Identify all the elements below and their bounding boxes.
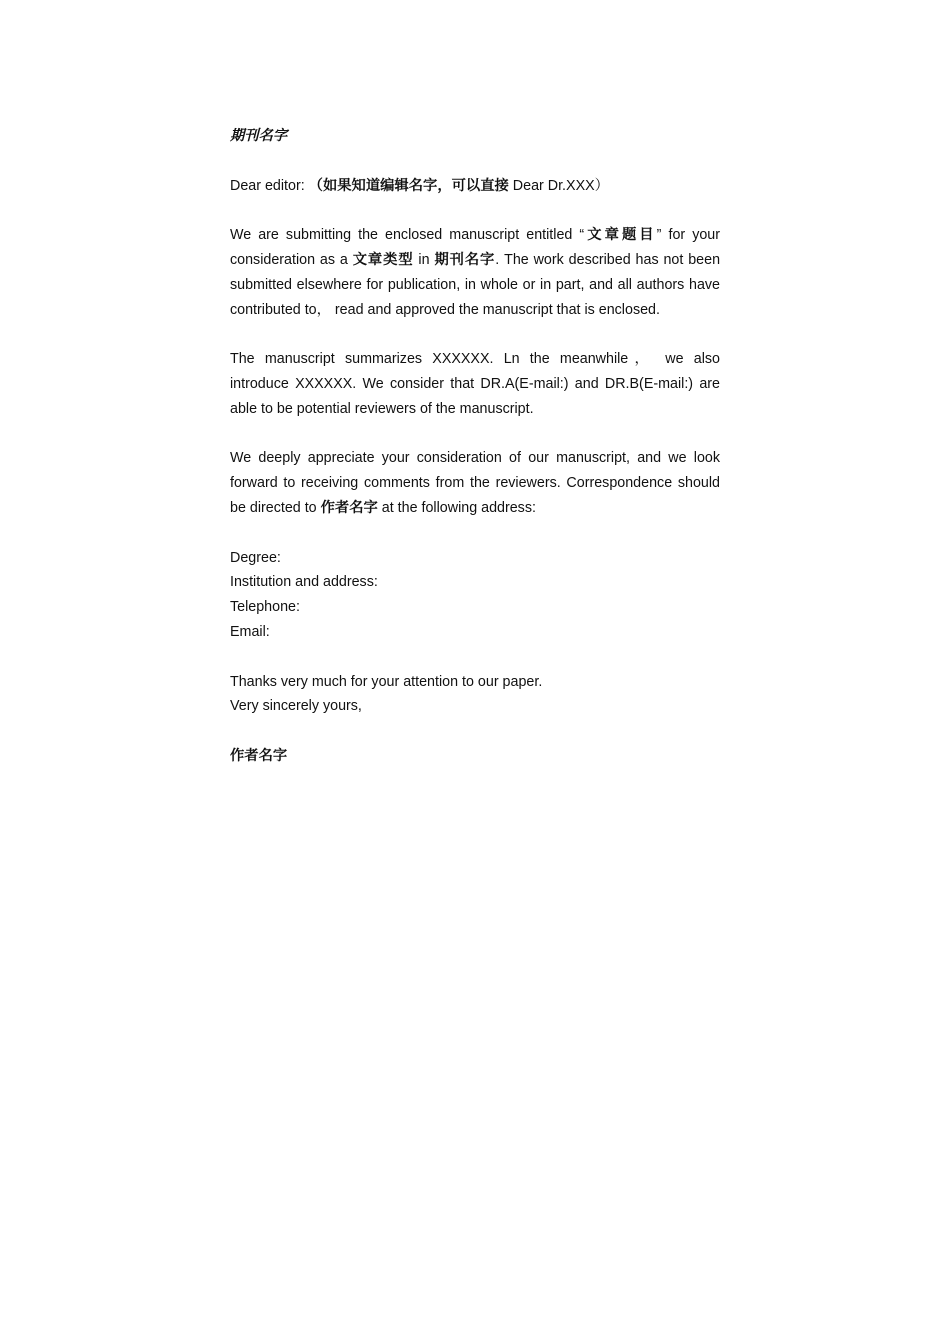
manuscript-title-placeholder: 文章题目 — [584, 227, 657, 244]
appreciation-paragraph — [230, 446, 720, 520]
contact-email: Email: — [230, 623, 270, 640]
para3-text-1: We deeply appreciate your consideration of our manuscript, and we look forward to receiving comments from the reviewers. Correspondence should be directed to — [230, 450, 720, 516]
para1-text-1: We are submitting the enclosed manuscript entitled “ — [230, 227, 585, 244]
contact-degree: Degree: — [230, 549, 281, 566]
salutation — [230, 174, 720, 199]
salutation-prefix: Dear editor: — [230, 177, 309, 194]
salutation-note-tail: Dear Dr.XXX） — [508, 177, 609, 194]
correspondence-author-placeholder: 作者名字 — [320, 499, 378, 516]
contact-institution: Institution and address: — [230, 574, 378, 591]
para1-text-4: . The work described has not been submitted elsewhere for publication, in whole or in part, and all authors have contributed to， read and approved the manuscript that is enclosed. — [230, 251, 721, 318]
letter-page — [230, 124, 720, 769]
para3-text-2: at the following address: — [377, 499, 536, 516]
para1-text-3: in — [413, 251, 435, 268]
para1-text-2: ” for your consideration as a — [230, 227, 721, 268]
contact-telephone: Telephone: — [230, 599, 300, 616]
journal-name-placeholder: 期刊名字 — [434, 251, 496, 268]
summary-paragraph: The manuscript summarizes XXXXXX. Ln the meanwhile， we also introduce XXXXXX. We consider that DR.A(E-mail:) and DR.B(E-mail:) are able to be potential reviewers of the manuscript. — [230, 351, 720, 417]
closing-thanks: Thanks very much for your attention to our paper. — [230, 673, 543, 690]
author-name: 作者名字 — [230, 747, 288, 764]
article-type-placeholder: 文章类型 — [352, 251, 414, 268]
salutation-note: （如果知道编辑名字，可以直接 — [308, 177, 509, 194]
closing-sign-off: Very sincerely yours, — [230, 698, 362, 715]
journal-name: 期刊名字 — [230, 128, 288, 144]
submission-paragraph — [230, 223, 720, 322]
